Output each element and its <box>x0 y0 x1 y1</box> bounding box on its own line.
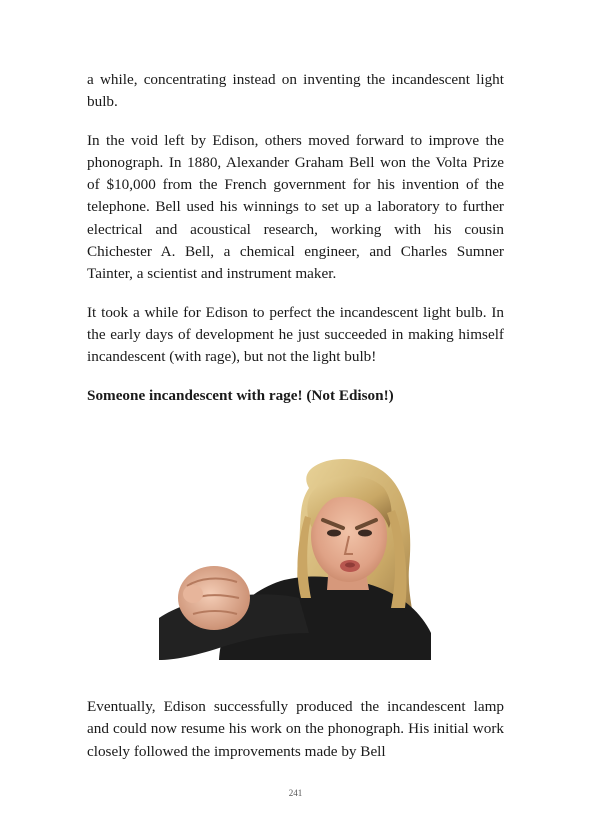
paragraph-4: Eventually, Edison successfully produced the incandescent lamp and could now resume his work on the phonograph. His initial work closely followed the improvements made by Bell <box>87 698 504 760</box>
paragraph-3: It took a while for Edison to perfect the incandescent light bulb. In the early days of development he just succeeded in making himself incandescent (with rage), but not the light bulb! <box>87 303 504 366</box>
angry-woman-photo <box>159 458 431 660</box>
paragraph-1: a while, concentrating instead on inventing the incandescent light bulb. <box>87 71 504 111</box>
photo-illustration <box>159 458 431 660</box>
paragraph-2: In the void left by Edison, others moved forward to improve the phonograph. In 1880, Alexander Graham Bell won the Volta Prize of $10,000 from the French government for his invention of the telephone. Bell used his winnings to set up a laboratory to further electrical and acoustical research, working with his cousin Chichester A. Bell, a chemical engineer, and Charles Sumner Tainter, a scientist and instrument maker. <box>87 131 504 283</box>
figure-caption: Someone incandescent with rage! (Not Edison!) <box>87 386 394 404</box>
page-number: 241 <box>288 788 303 798</box>
page-body <box>87 69 504 407</box>
